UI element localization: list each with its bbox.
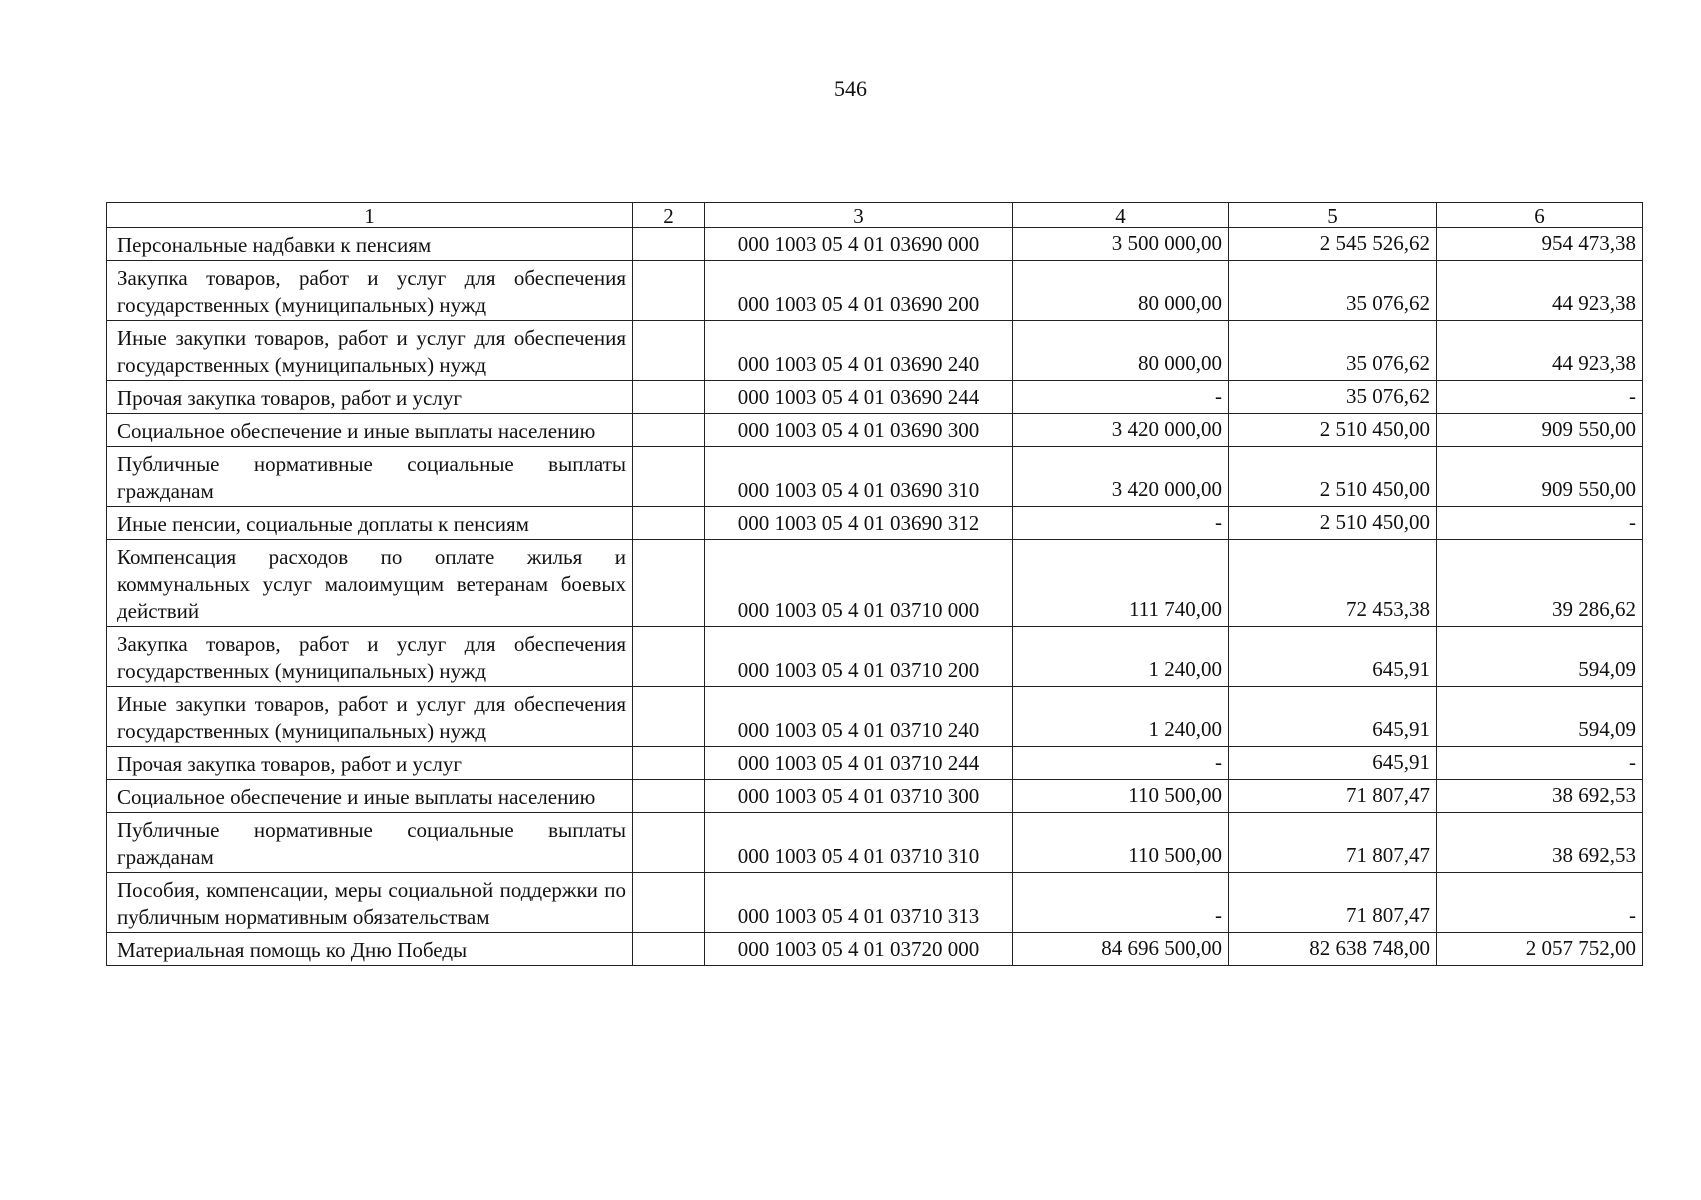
row-col2 [633,873,705,933]
row-name: Материальная помощь ко Дню Победы [107,933,633,966]
row-code: 000 1003 05 4 01 03710 244 [705,747,1013,780]
row-col2 [633,780,705,813]
row-approved: 84 696 500,00 [1013,933,1229,966]
row-col2 [633,627,705,687]
column-header-4: 4 [1013,203,1229,228]
row-code: 000 1003 05 4 01 03690 312 [705,507,1013,540]
row-col2 [633,813,705,873]
row-unexecuted: 909 550,00 [1437,447,1643,507]
row-col2 [633,687,705,747]
row-col2 [633,540,705,627]
row-unexecuted: 594,09 [1437,627,1643,687]
row-name: Компенсация расходов по оплате жилья и коммунальных услуг малоимущим ветеранам боевых действий [107,540,633,627]
row-name: Прочая закупка товаров, работ и услуг [107,747,633,780]
row-approved: - [1013,507,1229,540]
row-unexecuted: 44 923,38 [1437,321,1643,381]
column-header-6: 6 [1437,203,1643,228]
row-col2 [633,747,705,780]
row-code: 000 1003 05 4 01 03690 300 [705,414,1013,447]
row-code: 000 1003 05 4 01 03690 200 [705,261,1013,321]
table-row [107,261,1643,321]
row-unexecuted: 39 286,62 [1437,540,1643,627]
row-approved: - [1013,873,1229,933]
page-number: 546 [834,76,867,101]
row-executed: 35 076,62 [1229,381,1437,414]
table-row [107,507,1643,540]
row-name: Пособия, компенсации, меры социальной поддержки по публичным нормативным обязательствам [107,873,633,933]
row-col2 [633,447,705,507]
row-name: Иные пенсии, социальные доплаты к пенсиям [107,507,633,540]
row-executed: 71 807,47 [1229,813,1437,873]
row-col2 [633,381,705,414]
row-approved: 80 000,00 [1013,261,1229,321]
row-executed: 35 076,62 [1229,261,1437,321]
row-executed: 645,91 [1229,747,1437,780]
row-name: Закупка товаров, работ и услуг для обеспечения государственных (муниципальных) нужд [107,627,633,687]
row-executed: 71 807,47 [1229,873,1437,933]
row-approved: - [1013,381,1229,414]
row-code: 000 1003 05 4 01 03710 200 [705,627,1013,687]
table-row [107,540,1643,627]
row-name: Социальное обеспечение и иные выплаты населению [107,780,633,813]
row-code: 000 1003 05 4 01 03710 240 [705,687,1013,747]
row-executed: 645,91 [1229,627,1437,687]
row-executed: 2 545 526,62 [1229,228,1437,261]
row-approved: - [1013,747,1229,780]
row-executed: 2 510 450,00 [1229,414,1437,447]
table-row [107,447,1643,507]
row-approved: 3 500 000,00 [1013,228,1229,261]
row-col2 [633,228,705,261]
row-unexecuted: 954 473,38 [1437,228,1643,261]
table-row [107,414,1643,447]
row-col2 [633,414,705,447]
table-row [107,627,1643,687]
table-row [107,747,1643,780]
table-row [107,933,1643,966]
row-executed: 35 076,62 [1229,321,1437,381]
header-row [107,203,1643,228]
row-code: 000 1003 05 4 01 03720 000 [705,933,1013,966]
row-code: 000 1003 05 4 01 03710 310 [705,813,1013,873]
row-unexecuted: 38 692,53 [1437,780,1643,813]
table-row [107,780,1643,813]
row-approved: 110 500,00 [1013,780,1229,813]
row-code: 000 1003 05 4 01 03690 244 [705,381,1013,414]
row-approved: 111 740,00 [1013,540,1229,627]
row-code: 000 1003 05 4 01 03710 300 [705,780,1013,813]
table-row [107,381,1643,414]
row-code: 000 1003 05 4 01 03710 000 [705,540,1013,627]
row-approved: 80 000,00 [1013,321,1229,381]
budget-execution-table [106,202,1643,966]
row-code: 000 1003 05 4 01 03690 240 [705,321,1013,381]
table-row [107,228,1643,261]
table-row [107,873,1643,933]
row-executed: 2 510 450,00 [1229,507,1437,540]
row-col2 [633,321,705,381]
table-row [107,321,1643,381]
row-unexecuted: 44 923,38 [1437,261,1643,321]
row-code: 000 1003 05 4 01 03690 310 [705,447,1013,507]
row-name: Социальное обеспечение и иные выплаты населению [107,414,633,447]
row-col2 [633,261,705,321]
row-approved: 1 240,00 [1013,687,1229,747]
column-header-5: 5 [1229,203,1437,228]
row-col2 [633,507,705,540]
row-name: Публичные нормативные социальные выплаты гражданам [107,813,633,873]
row-unexecuted: 594,09 [1437,687,1643,747]
row-col2 [633,933,705,966]
row-unexecuted: 38 692,53 [1437,813,1643,873]
row-unexecuted: - [1437,873,1643,933]
row-name: Иные закупки товаров, работ и услуг для обеспечения государственных (муниципальных) нужд [107,687,633,747]
row-executed: 645,91 [1229,687,1437,747]
row-name: Иные закупки товаров, работ и услуг для обеспечения государственных (муниципальных) нужд [107,321,633,381]
row-executed: 82 638 748,00 [1229,933,1437,966]
row-name: Персональные надбавки к пенсиям [107,228,633,261]
table-row [107,813,1643,873]
column-header-3: 3 [705,203,1013,228]
row-approved: 3 420 000,00 [1013,414,1229,447]
row-code: 000 1003 05 4 01 03690 000 [705,228,1013,261]
row-unexecuted: 2 057 752,00 [1437,933,1643,966]
table-row [107,687,1643,747]
column-header-2: 2 [633,203,705,228]
row-approved: 3 420 000,00 [1013,447,1229,507]
row-unexecuted: - [1437,507,1643,540]
row-executed: 71 807,47 [1229,780,1437,813]
column-header-1: 1 [107,203,633,228]
row-executed: 72 453,38 [1229,540,1437,627]
row-code: 000 1003 05 4 01 03710 313 [705,873,1013,933]
row-name: Закупка товаров, работ и услуг для обеспечения государственных (муниципальных) нужд [107,261,633,321]
row-approved: 1 240,00 [1013,627,1229,687]
row-unexecuted: - [1437,747,1643,780]
row-unexecuted: - [1437,381,1643,414]
row-approved: 110 500,00 [1013,813,1229,873]
row-unexecuted: 909 550,00 [1437,414,1643,447]
row-name: Прочая закупка товаров, работ и услуг [107,381,633,414]
row-name: Публичные нормативные социальные выплаты гражданам [107,447,633,507]
row-executed: 2 510 450,00 [1229,447,1437,507]
